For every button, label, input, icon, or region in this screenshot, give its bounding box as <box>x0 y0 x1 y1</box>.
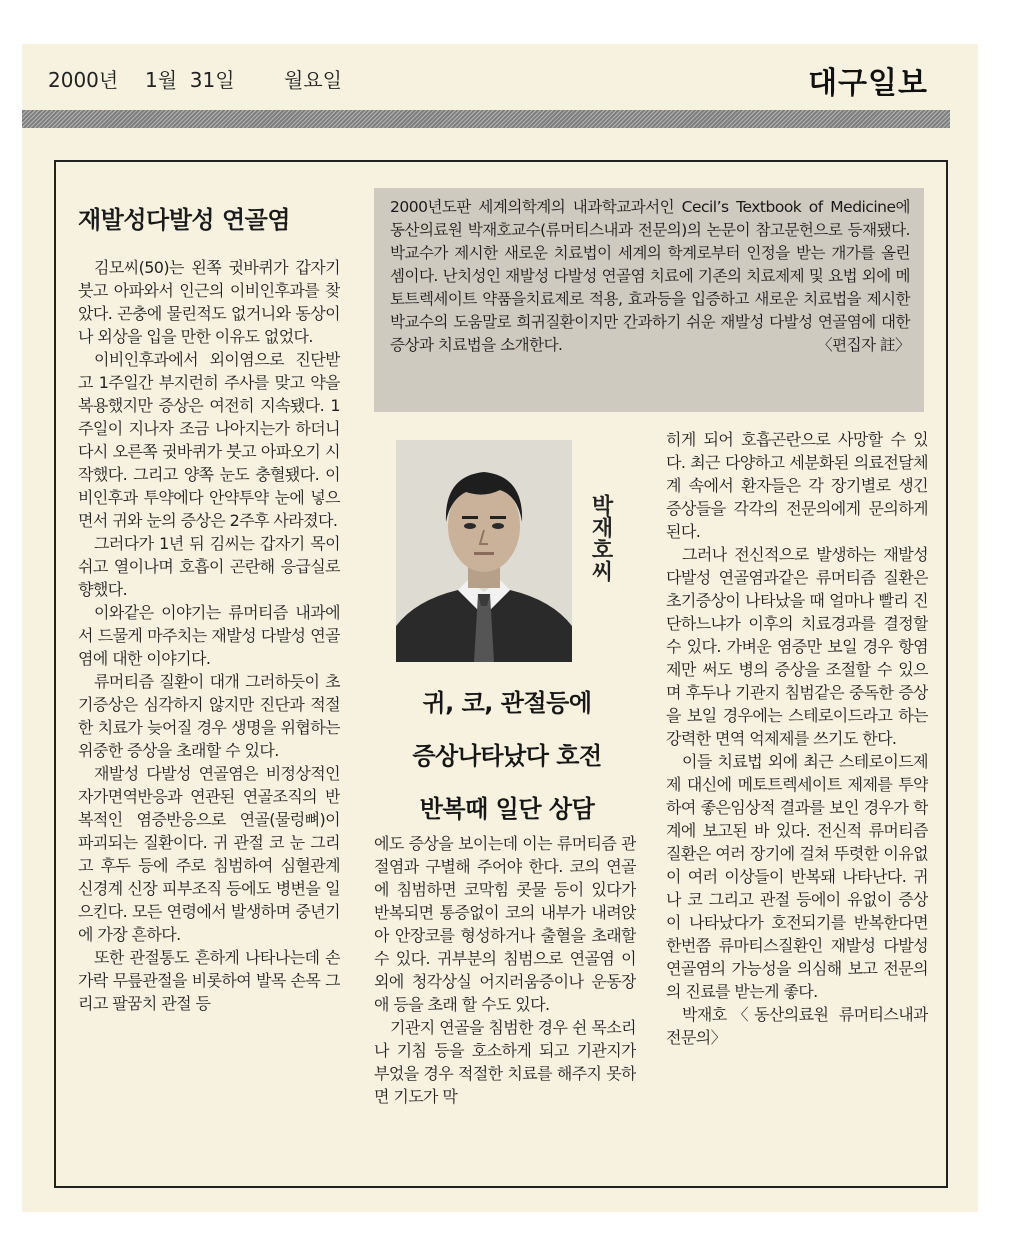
article-lead-box <box>374 188 924 412</box>
portrait-image <box>396 440 572 662</box>
newspaper-header <box>22 44 978 110</box>
person-name-vertical: 박재호씨 <box>588 494 613 582</box>
body-paragraph: 류머티즘 질환이 대개 그러하듯이 초기증상은 심각하지 않지만 진단과 적절한 치료가 늦어질 경우 생명을 위협하는 위중한 증상을 초래할 수 있다. <box>78 672 340 760</box>
body-paragraph: 기관지 연골을 침범한 경우 쉰 목소리나 기침 등을 호소하게 되고 기관지가 부었을 경우 적절한 치료를 해주지 못하면 기도가 막 <box>374 1018 636 1106</box>
body-paragraph: 히게 되어 호흡곤란으로 사망할 수 있다. 최근 다양하고 세분화된 의료전달체계 속에서 환자들은 각 장기별로 생긴 증상들을 각각의 전문의에게 문의하게 된다. <box>666 430 928 541</box>
body-paragraph: 그러다가 1년 뒤 김씨는 갑자기 목이 쉬고 열이나며 호흡이 곤란해 응급실로 향했다. <box>78 534 340 599</box>
body-paragraph: 김모씨(50)는 왼쪽 귓바퀴가 갑자기 붓고 아파와서 인근의 이비인후과를 찾았다. 곤충에 물린적도 없거니와 동상이나 외상을 입을 만한 이유도 없었다. <box>78 258 340 346</box>
body-paragraph: 이비인후과에서 외이염으로 진단받고 1주일간 부지런히 주사를 맞고 약을 복용했지만 증상은 여전히 지속됐다. 1주일이 지나자 조금 나아지는가 하더니 다시 오른쪽 귓바퀴가 붓고 아파오기 시작했다. 그리고 양쪽 눈도 충혈됐다. 이비인후과 투약에다 안약투약 눈에 넣으면서 귀와 눈의 증상은 2주후 사라졌다. <box>78 350 340 530</box>
lead-credit: 〈편집자 註〉 <box>817 336 910 354</box>
headline-line-1: 귀, 코, 관절등에 <box>422 689 592 717</box>
body-paragraph: 에도 증상을 보이는데 이는 류머티즘 관절염과 구별해 주어야 한다. 코의 연골에 침범하면 코막힘 콧물 등이 있다가 반복되면 통증없이 코의 내부가 내려앉아 안장코를 형성하거나 출혈을 초래할 수 있다. 귀부분의 침범으로 연골염 이외에 청각상실 어지러움증이나 운동장애 등을 초래 할 수도 있다. <box>374 834 636 1014</box>
body-paragraph: 그러나 전신적으로 발생하는 재발성 다발성 연골염과같은 류머티즘 질환은 초기증상이 나타났을 때 얼마나 빨리 진단하느냐가 이후의 치료경과를 결정할 수 있다. 가벼운 염증만 보일 경우 항염제만 써도 병의 증상을 조절할 수 있으며 후두나 기관지 침범같은 중독한 증상을 보일 경우에는 스테로이드라고 하는 강력한 면역 억제제를 쓰기도 한다. <box>666 545 928 748</box>
headline-line-2: 증상나타났다 호전 <box>412 742 602 770</box>
body-paragraph: 또한 관절통도 흔하게 나타나는데 손가락 무릎관절을 비롯하여 발목 손목 그리고 팔꿈치 관절 등 <box>78 948 340 1013</box>
newspaper-masthead: 대구일보 <box>808 66 928 101</box>
article-column-left <box>78 256 340 1186</box>
issue-month-day: 1월 31일 <box>145 68 235 92</box>
headline-line-3: 반복때 일단 상담 <box>419 795 595 823</box>
author-photo <box>396 440 572 662</box>
article-column-middle <box>374 832 636 1186</box>
article-title: 재발성다발성 연골염 <box>78 206 291 234</box>
body-paragraph: 재발성 다발성 연골염은 비정상적인 자가면역반응과 연관된 연골조직의 반복적인 염증반응으로 연골(물렁뼈)이 파괴되는 질환이다. 귀 관절 코 눈 그리고 후두 등에 주로 침범하여 심혈관계 신경계 신장 피부조직 등에도 병변을 일으킨다. 모든 연령에서 발생하며 중년기에 가장 흔하다. <box>78 764 340 944</box>
lead-text: 2000년도판 세계의학계의 내과학교과서인 Cecil’s Textbook of Medicine에 동산의료원 박재호교수(류머티스내과 전문의)의 논문이 참고문헌으로 등재됐다. 박교수가 제시한 새로운 치료법이 세계의 학계로부터 인정을 받는 개가를 올린 셈이다. 난치성인 재발성 다발성 연골염 치료에 기존의 치료제제 및 요법 외에 메토트렉세이트 약품을치료제로 적용, 효과등을 입증하고 새로운 치료법을 제시한 박교수의 도움말로 희귀질환이지만 간과하기 쉬운 재발성 다발성 연골염에 대한 증상과 치료법을 소개한다. <box>390 198 910 354</box>
author-signature: 박재호〈동산의료원 류머티스내과 전문의〉 <box>666 1005 928 1047</box>
issue-weekday: 월요일 <box>284 68 342 92</box>
header-divider-band <box>22 110 950 128</box>
body-paragraph: 이와같은 이야기는 류머티즘 내과에서 드물게 마주치는 재발성 다발성 연골염에 대한 이야기다. <box>78 603 340 668</box>
issue-year: 2000년 <box>48 68 119 92</box>
body-paragraph: 이들 치료법 외에 최근 스테로이드제제 대신에 메토트렉세이트 제제를 투약하여 좋은임상적 결과를 보인 경우가 학계에 보고된 바 있다. 전신적 류머티즘질환은 여러 장기에 걸쳐 뚜렷한 이유없이 여러 이상들이 반복돼 나타난다. 귀나 코 그리고 관절 등에이 유없이 증상이 나타났다가 호전되기를 반복한다면 한번쯤 류마티스질환인 재발성 다발성 연골염의 가능성을 의심해 보고 전문의의 진료를 받는게 좋다. <box>666 752 928 1001</box>
article-column-right <box>666 428 928 1186</box>
